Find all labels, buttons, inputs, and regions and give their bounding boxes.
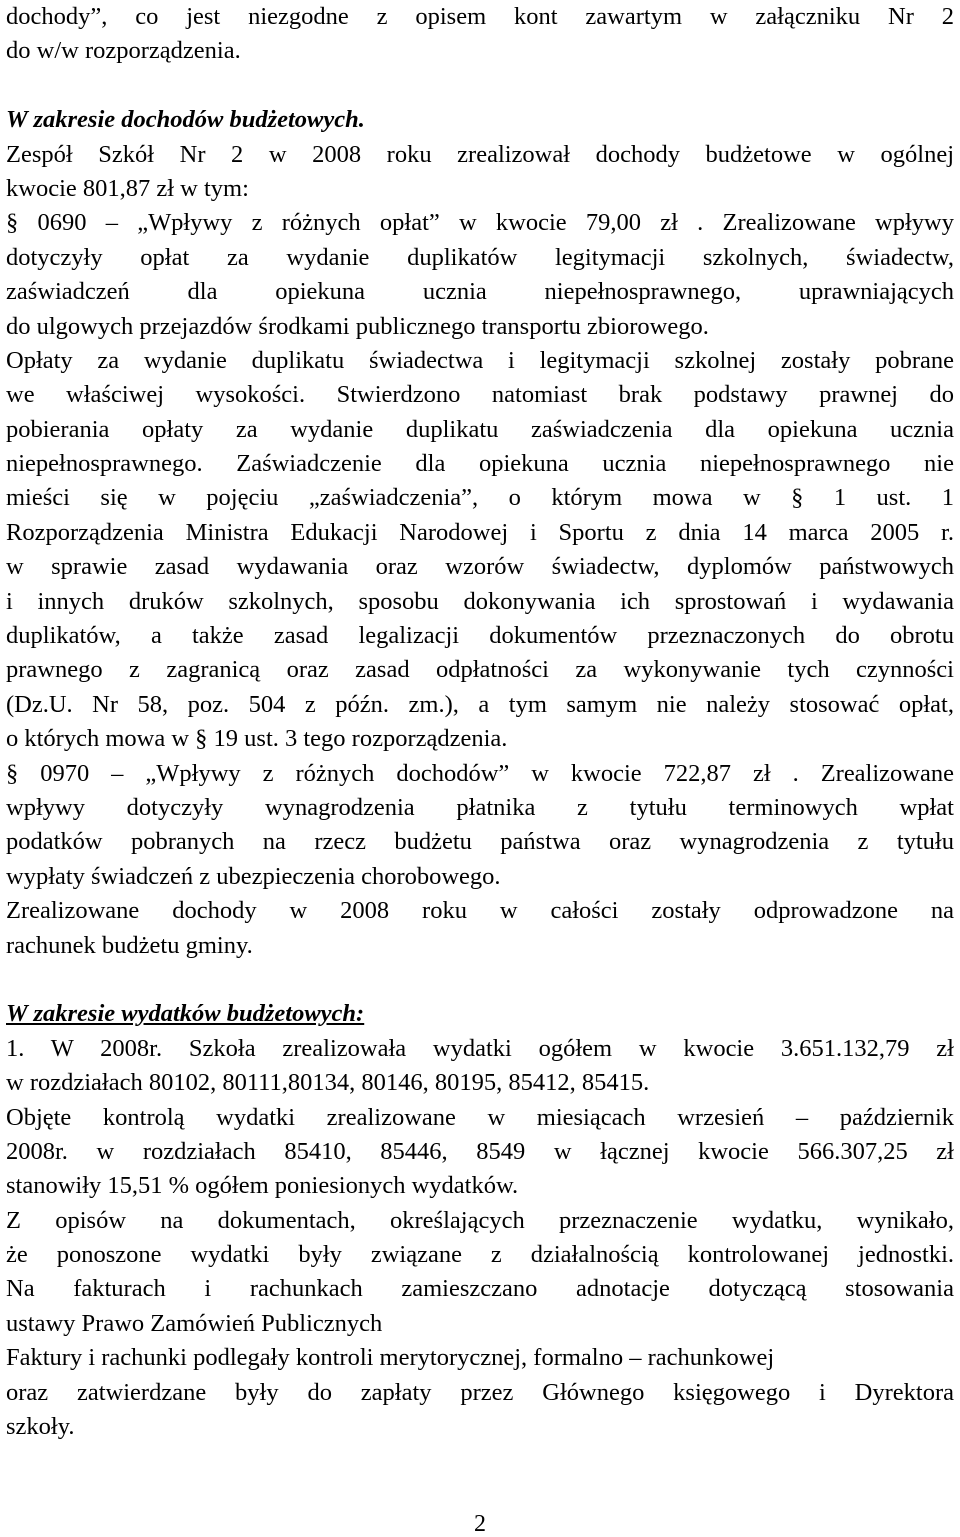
text-line: Z opisów na dokumentach, określających przeznaczenie wydatku, wynikało, <box>6 1206 954 1234</box>
text-line: Objęte kontrolą wydatki zrealizowane w miesiącach wrzesień – październik <box>6 1103 954 1131</box>
blank-line <box>6 963 954 997</box>
text-line: o których mowa w § 19 ust. 3 tego rozporządzenia. <box>6 725 508 753</box>
page-number: 2 <box>474 1511 486 1537</box>
text-line: § 0690 – „Wpływy z różnych opłat” w kwocie 79,00 zł . Zrealizowane wpływy <box>6 209 954 237</box>
text-line: dotyczyły opłat za wydanie duplikatów legitymacji szkolnych, świadectw, <box>6 243 954 271</box>
text-line: stanowiły 15,51 % ogółem poniesionych wydatków. <box>6 1172 519 1200</box>
text-line: 1. W 2008r. Szkoła zrealizowała wydatki ogółem w kwocie 3.651.132,79 zł <box>6 1034 954 1062</box>
text-line: dochody”, co jest niezgodne z opisem kont zawartym w załączniku Nr 2 <box>6 3 954 30</box>
section-heading-expenses: W zakresie wydatków budżetowych: <box>6 1000 365 1028</box>
text-line: prawnego z zagranicą oraz zasad odpłatności za wykonywanie tych czynności <box>6 656 954 684</box>
text-line: wpływy dotyczyły wynagrodzenia płatnika z tytułu terminowych wpłat <box>6 793 954 821</box>
text-line: pobierania opłaty za wydanie duplikatu zaświadczenia dla opiekuna ucznia <box>6 415 954 443</box>
text-line: Opłaty za wydanie duplikatu świadectwa i legitymacji szkolnej zostały pobrane <box>6 346 954 374</box>
text-line: mieści się w pojęciu „zaświadczenia”, o którym mowa w § 1 ust. 1 <box>6 484 954 512</box>
text-line: kwocie 801,87 zł w tym: <box>6 174 249 202</box>
text-line: rachunek budżetu gminy. <box>6 931 253 959</box>
section-heading-income: W zakresie dochodów budżetowych. <box>6 106 365 134</box>
text-line: oraz zatwierdzane były do zapłaty przez Głównego księgowego i Dyrektora <box>6 1378 954 1406</box>
text-line: i innych druków szkolnych, sposobu dokonywania ich sprostowań i wydawania <box>6 587 954 615</box>
text-line: Zespół Szkół Nr 2 w 2008 roku zrealizował dochody budżetowe w ogólnej <box>6 140 954 168</box>
text-line: wypłaty świadczeń z ubezpieczenia chorobowego. <box>6 862 501 890</box>
text-line: we właściwej wysokości. Stwierdzono natomiast brak podstawy prawnej do <box>6 381 954 409</box>
text-line: zaświadczeń dla opiekuna ucznia niepełnosprawnego, uprawniających <box>6 278 954 306</box>
text-line: ustawy Prawo Zamówień Publicznych <box>6 1309 383 1337</box>
text-line: do w/w rozporządzenia. <box>6 37 241 65</box>
text-line: Rozporządzenia Ministra Edukacji Narodowej i Sportu z dnia 14 marca 2005 r. <box>6 518 954 546</box>
text-line: podatków pobranych na rzecz budżetu państwa oraz wynagrodzenia z tytułu <box>6 828 954 856</box>
text-line: 2008r. w rozdziałach 85410, 85446, 8549 w łącznej kwocie 566.307,25 zł <box>6 1137 954 1165</box>
text-line: (Dz.U. Nr 58, poz. 504 z późn. zm.), a tym samym nie należy stosować opłat, <box>6 690 954 718</box>
text-line: § 0970 – „Wpływy z różnych dochodów” w kwocie 722,87 zł . Zrealizowane <box>6 759 954 787</box>
text-line: że ponoszone wydatki były związane z działalnością kontrolowanej jednostki. <box>6 1241 954 1269</box>
text-line: Na fakturach i rachunkach zamieszczano adnotacje dotyczącą stosowania <box>6 1275 954 1303</box>
blank-line <box>6 69 954 103</box>
text-line: Zrealizowane dochody w 2008 roku w całości zostały odprowadzone na <box>6 897 954 925</box>
text-line: niepełnosprawnego. Zaświadczenie dla opiekuna ucznia niepełnosprawnego nie <box>6 450 954 478</box>
document-page <box>6 0 954 1444</box>
text-line: w sprawie zasad wydawania oraz wzorów świadectw, dyplomów państwowych <box>6 553 954 581</box>
text-line: duplikatów, a także zasad legalizacji dokumentów przeznaczonych do obrotu <box>6 622 954 650</box>
text-line: szkoły. <box>6 1413 75 1441</box>
text-line: w rozdziałach 80102, 80111,80134, 80146, 80195, 85412, 85415. <box>6 1069 650 1097</box>
text-line: do ulgowych przejazdów środkami publicznego transportu zbiorowego. <box>6 312 709 340</box>
text-line: Faktury i rachunki podlegały kontroli merytorycznej, formalno – rachunkowej <box>6 1344 775 1372</box>
